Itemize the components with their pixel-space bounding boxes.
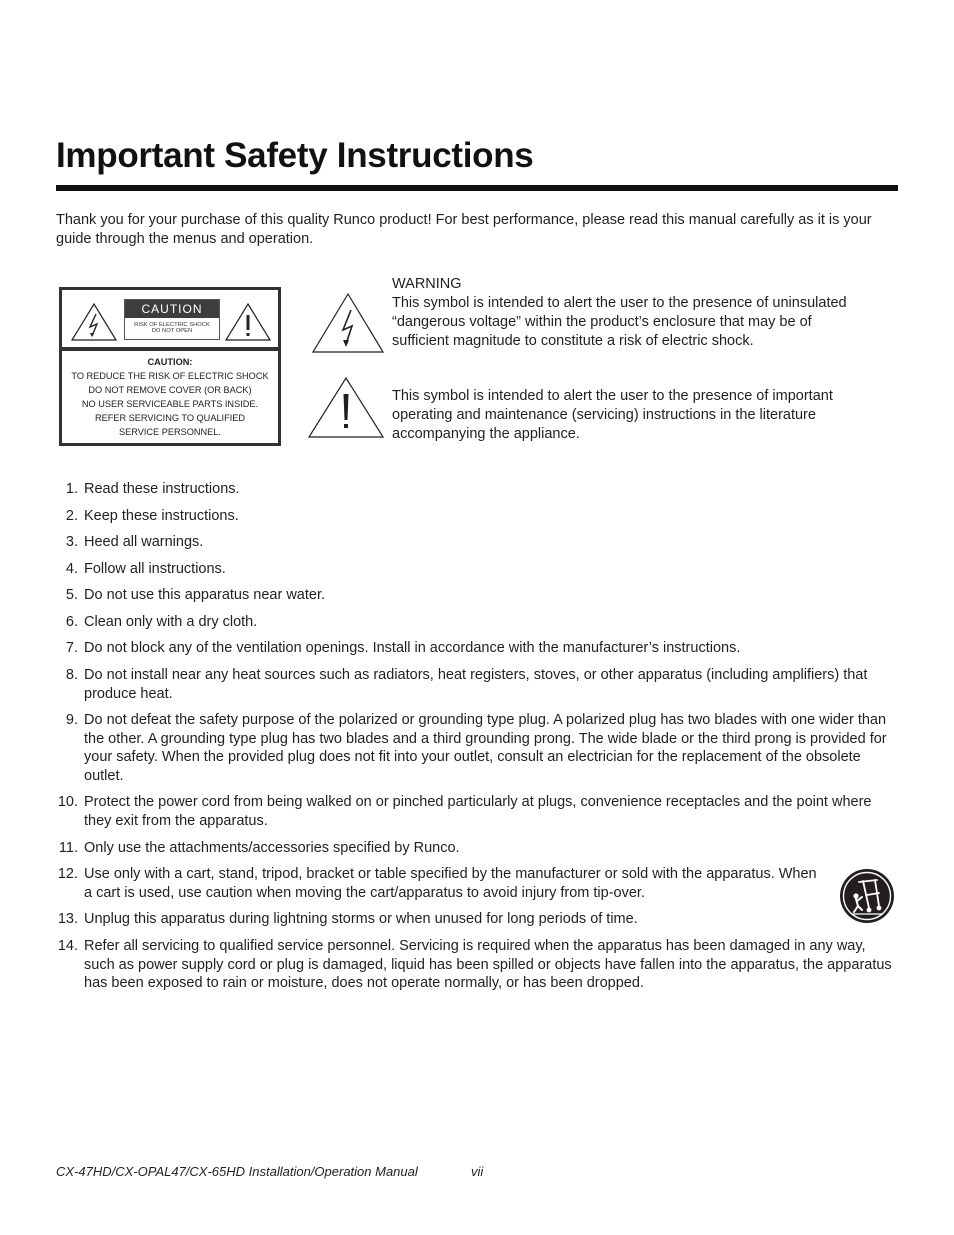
item-number: 13.: [57, 911, 78, 927]
caution-exclamation-icon: [307, 376, 385, 439]
item-text: Heed all warnings.: [84, 534, 204, 550]
item-number: 4.: [65, 561, 78, 577]
caution-label-line: SERVICE PERSONNEL.: [119, 427, 221, 437]
item-number: 14.: [57, 938, 78, 954]
item-number: 5.: [65, 587, 78, 603]
caution-label-heading: CAUTION:: [147, 357, 193, 367]
caution-label-line: DO NOT REMOVE COVER (OR BACK): [88, 385, 252, 395]
title-rule: [56, 185, 898, 191]
caution-label-line: TO REDUCE THE RISK OF ELECTRIC SHOCK: [71, 371, 269, 381]
page-title: Important Safety Instructions: [56, 136, 534, 175]
item-number: 6.: [65, 614, 78, 630]
warning-text: This symbol is intended to alert the user to the presence of uninsulated “dangerous voltage” within the product’s enclosure that may be of sufficient magnitude to constitute a risk of electric shock.: [392, 295, 847, 349]
item-text: Follow all instructions.: [84, 561, 226, 577]
item-number: 7.: [65, 640, 78, 656]
caution-label-small-line: RISK OF ELECTRIC SHOCK: [134, 322, 210, 328]
dangerous-voltage-icon: [311, 292, 385, 354]
caution-label-bottom: [62, 351, 278, 443]
item-number: 10.: [57, 794, 78, 810]
item-number: 2.: [65, 508, 78, 524]
caution-label-center: [124, 299, 220, 340]
item-number: 12.: [57, 866, 78, 882]
warning-heading: WARNING: [392, 276, 462, 292]
item-text: Clean only with a dry cloth.: [84, 614, 258, 630]
caution-label-line: NO USER SERVICEABLE PARTS INSIDE.: [81, 399, 259, 409]
item-number: 9.: [65, 712, 78, 728]
footer-manual-title: CX-47HD/CX-OPAL47/CX-65HD Installation/Operation Manual: [56, 1164, 418, 1179]
item-text: Keep these instructions.: [84, 508, 239, 524]
item-text: Only use the attachments/accessories specified by Runco.: [84, 840, 460, 856]
footer-page-number: vii: [471, 1164, 484, 1179]
caution-label-small-text: [125, 322, 219, 334]
item-text: Do not install near any heat sources such as radiators, heat registers, stoves, or other apparatus (including amplifiers) that produce heat.: [84, 667, 868, 702]
caution-label-caption: CAUTION: [125, 300, 219, 318]
item-number: 11.: [58, 840, 78, 856]
caution-label-line: REFER SERVICING TO QUALIFIED: [94, 413, 246, 423]
item-text: Read these instructions.: [84, 481, 240, 497]
item-text: Unplug this apparatus during lightning storms or when unused for long periods of time.: [84, 911, 638, 927]
item-text: Do not block any of the ventilation openings. Install in accordance with the manufacturer’s instructions.: [84, 640, 741, 656]
item-text: Do not use this apparatus near water.: [84, 587, 326, 603]
caution-symbol-description: This symbol is intended to alert the user to the presence of important operating and maintenance (servicing) instructions in the literature accompanying the appliance.: [392, 388, 833, 442]
warning-description: [392, 275, 852, 351]
exclamation-triangle-icon: [224, 302, 272, 342]
caution-label-small-line: DO NOT OPEN: [151, 328, 193, 334]
cart-tip-over-warning-icon: [839, 868, 895, 924]
item-number: 8.: [65, 667, 78, 683]
item-text: Protect the power cord from being walked on or pinched particularly at plugs, convenience receptacles and the point where they exit from the apparatus.: [84, 794, 872, 829]
intro-paragraph: Thank you for your purchase of this quality Runco product! For best performance, please read this manual carefully as it is your guide through the menus and operation.: [56, 212, 872, 247]
item-text: Do not defeat the safety purpose of the polarized or grounding type plug. A polarized plug has two blades with one wider than the other. A grounding type plug has two blades and a third grounding prong. The wide blade or the third prong is provided for your safety. When the provided plug does not fit into your outlet, consult an electrician for the replacement of the obsolete outlet.: [84, 712, 887, 784]
item-text: Refer all servicing to qualified service personnel. Servicing is required when the apparatus has been damaged in any way, such as power supply cord or plug is damaged, liquid has been spilled or objects have fallen into the apparatus, the apparatus has been exposed to rain or moisture, does not operate normally, or has been dropped.: [84, 938, 892, 991]
caution-label: [59, 287, 281, 446]
caution-label-top: [62, 290, 278, 347]
item-number: 3.: [65, 534, 78, 550]
item-number: 1.: [65, 481, 78, 497]
item-text: Use only with a cart, stand, tripod, bracket or table specified by the manufacturer or sold with the apparatus. When a cart is used, use caution when moving the cart/apparatus to avoid injury from tip-over.: [84, 866, 817, 901]
lightning-bolt-triangle-icon: [70, 302, 118, 342]
